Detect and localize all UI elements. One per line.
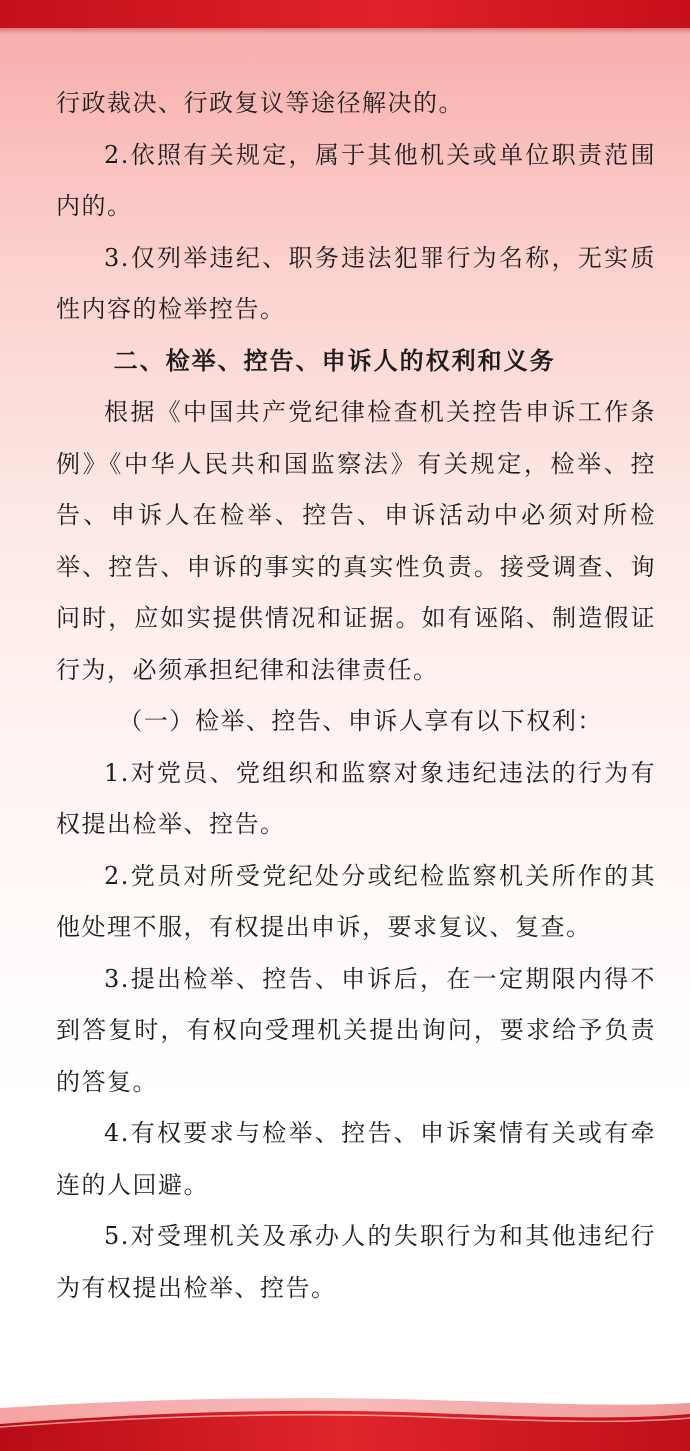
bottom-ribbon-decoration (0, 1394, 690, 1451)
rights-item-1: 1.对党员、党组织和监察对象违纪违法的行为有权提出检举、控告。 (56, 758, 656, 838)
section-heading: 二、检举、控告、申诉人的权利和义务 (113, 346, 556, 375)
top-banner-shadow (0, 28, 690, 34)
rights-item-5: 5.对受理机关及承办人的失职行为和其他违纪行为有权提出检举、控告。 (56, 1222, 656, 1302)
top-banner (0, 0, 690, 28)
rights-item-2: 2.党员对所受党纪处分或纪检监察机关所作的其他处理不服，有权提出申诉，要求复议、复查。 (56, 861, 656, 941)
rights-item-3: 3.提出检举、控告、申诉后，在一定期限内得不到答复时，有权向受理机关提出询问，要求给予负责的答复。 (56, 964, 656, 1096)
paragraph-intro: 根据《中国共产党纪律检查机关控告申诉工作条例》《中华人民共和国监察法》有关规定，检举、控告、申诉人在检举、控告、申诉活动中必须对所检举、控告、申诉的事实的真实性负责。接受调查、询问时，应如实提供情况和证据。如有诬陷、制造假证行为，必须承担纪律和法律责任。 (56, 398, 656, 684)
paragraph-continuation: 行政裁决、行政复议等途径解决的。 (56, 89, 464, 117)
rights-item-4: 4.有权要求与检举、控告、申诉案情有关或有牵连的人回避。 (56, 1119, 656, 1199)
paragraph-item-3: 3.仅列举违纪、职务违法犯罪行为名称，无实质性内容的检举控告。 (56, 243, 656, 323)
paragraph-item-2: 2.依照有关规定，属于其他机关或单位职责范围内的。 (56, 140, 656, 220)
document-body (56, 78, 656, 1314)
rights-subheading: （一）检举、控告、申诉人享有以下权利： (118, 707, 603, 735)
